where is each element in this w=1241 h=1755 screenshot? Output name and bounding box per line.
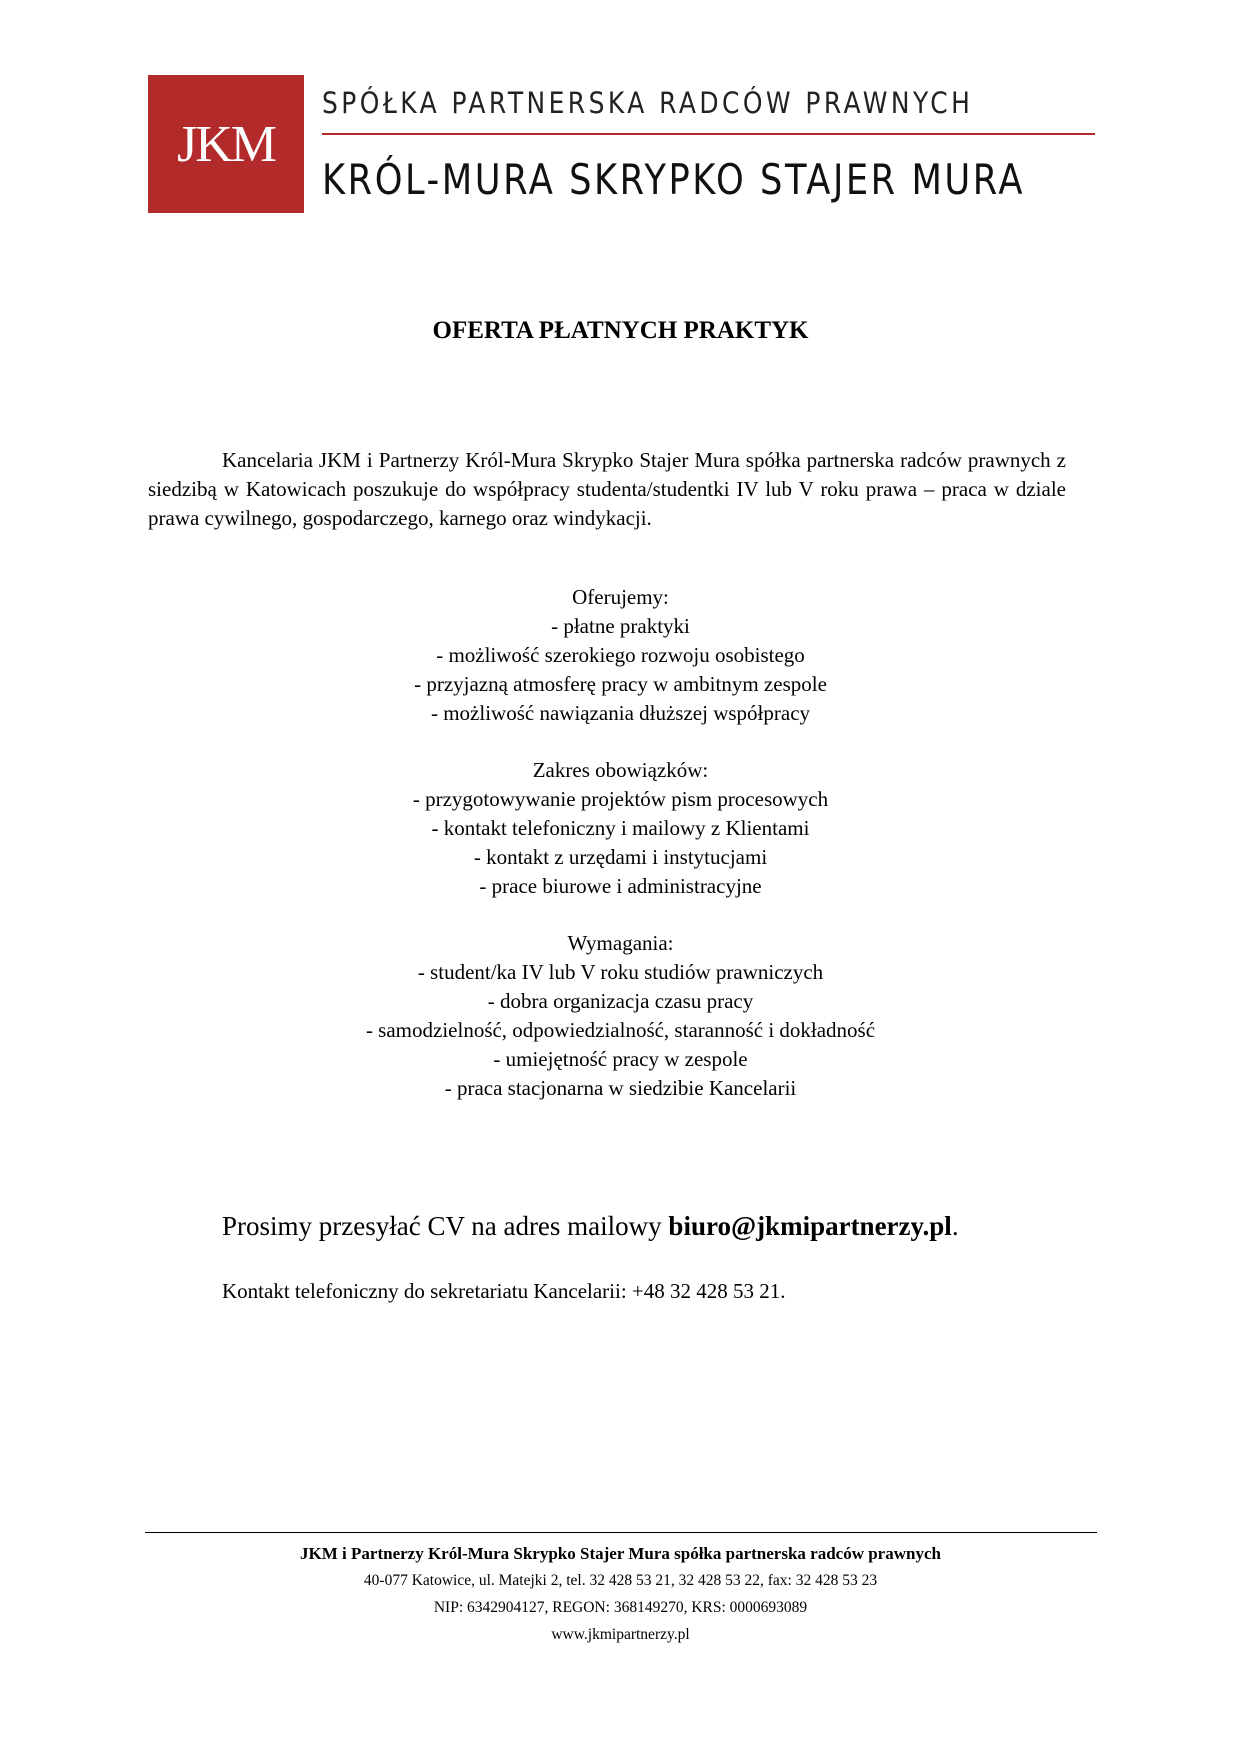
footer (0, 1540, 1241, 1648)
firm-type: SPÓŁKA PARTNERSKA RADCÓW PRAWNYCH (322, 86, 974, 120)
requirements-section (0, 929, 1241, 1103)
requirements-item: - dobra organizacja czasu pracy (487, 989, 754, 1013)
logo-text: JKM (176, 115, 276, 173)
duties-item: - kontakt telefoniczny i mailowy z Klientami (431, 816, 810, 840)
offer-item: - możliwość nawiązania dłuższej współpracy (430, 701, 811, 725)
duties-item: - kontakt z urzędami i instytucjami (473, 845, 768, 869)
requirements-item: - umiejętność pracy w zespole (493, 1047, 748, 1071)
offer-item: - przyjazną atmosferę pracy w ambitnym zespole (414, 672, 827, 696)
page-title: OFERTA PŁATNYCH PRAKTYK (432, 317, 809, 344)
cv-instruction (222, 1211, 959, 1242)
intro-paragraph: Kancelaria JKM i Partnerzy Król-Mura Skrypko Stajer Mura spółka partnerska radców prawnych z siedzibą w Katowicach poszukuje do współpracy studenta/studentki IV lub V roku prawa – praca w dziale prawa cywilnego, gospodarczego, karnego oraz windykacji. (148, 448, 1066, 530)
phone-contact: Kontakt telefoniczny do sekretariatu Kancelarii: +48 32 428 53 21. (222, 1279, 786, 1303)
requirements-item: - praca stacjonarna w siedzibie Kancelarii (444, 1076, 797, 1100)
duties-heading: Zakres obowiązków: (532, 758, 709, 782)
firm-name: KRÓL-MURA SKRYPKO STAJER MURA (322, 155, 1026, 204)
offer-section (0, 583, 1241, 728)
offer-item: - płatne praktyki (551, 614, 690, 638)
header-divider (322, 133, 1095, 135)
requirements-item: - samodzielność, odpowiedzialność, staranność i dokładność (365, 1018, 876, 1042)
cv-prefix: Prosimy przesyłać CV na adres mailowy (222, 1211, 669, 1241)
duties-item: - przygotowywanie projektów pism procesowych (412, 787, 829, 811)
logo (148, 75, 304, 213)
offer-item: - możliwość szerokiego rozwoju osobistego (436, 643, 805, 667)
footer-website[interactable]: www.jkmipartnerzy.pl (551, 1626, 690, 1643)
requirements-heading: Wymagania: (567, 931, 674, 955)
offer-heading: Oferujemy: (572, 585, 669, 609)
footer-divider (145, 1532, 1097, 1533)
duties-section (0, 756, 1241, 901)
cv-suffix: . (951, 1211, 959, 1241)
footer-ids: NIP: 6342904127, REGON: 368149270, KRS: 0000693089 (433, 1599, 808, 1616)
footer-firm: JKM i Partnerzy Król-Mura Skrypko Stajer Mura spółka partnerska radców prawnych (300, 1544, 941, 1563)
requirements-item: - student/ka IV lub V roku studiów prawniczych (417, 960, 824, 984)
cv-email[interactable]: biuro@jkmipartnerzy.pl (668, 1211, 952, 1241)
duties-item: - prace biurowe i administracyjne (479, 874, 762, 898)
footer-address: 40-077 Katowice, ul. Matejki 2, tel. 32 428 53 21, 32 428 53 22, fax: 32 428 53 23 (363, 1572, 878, 1589)
